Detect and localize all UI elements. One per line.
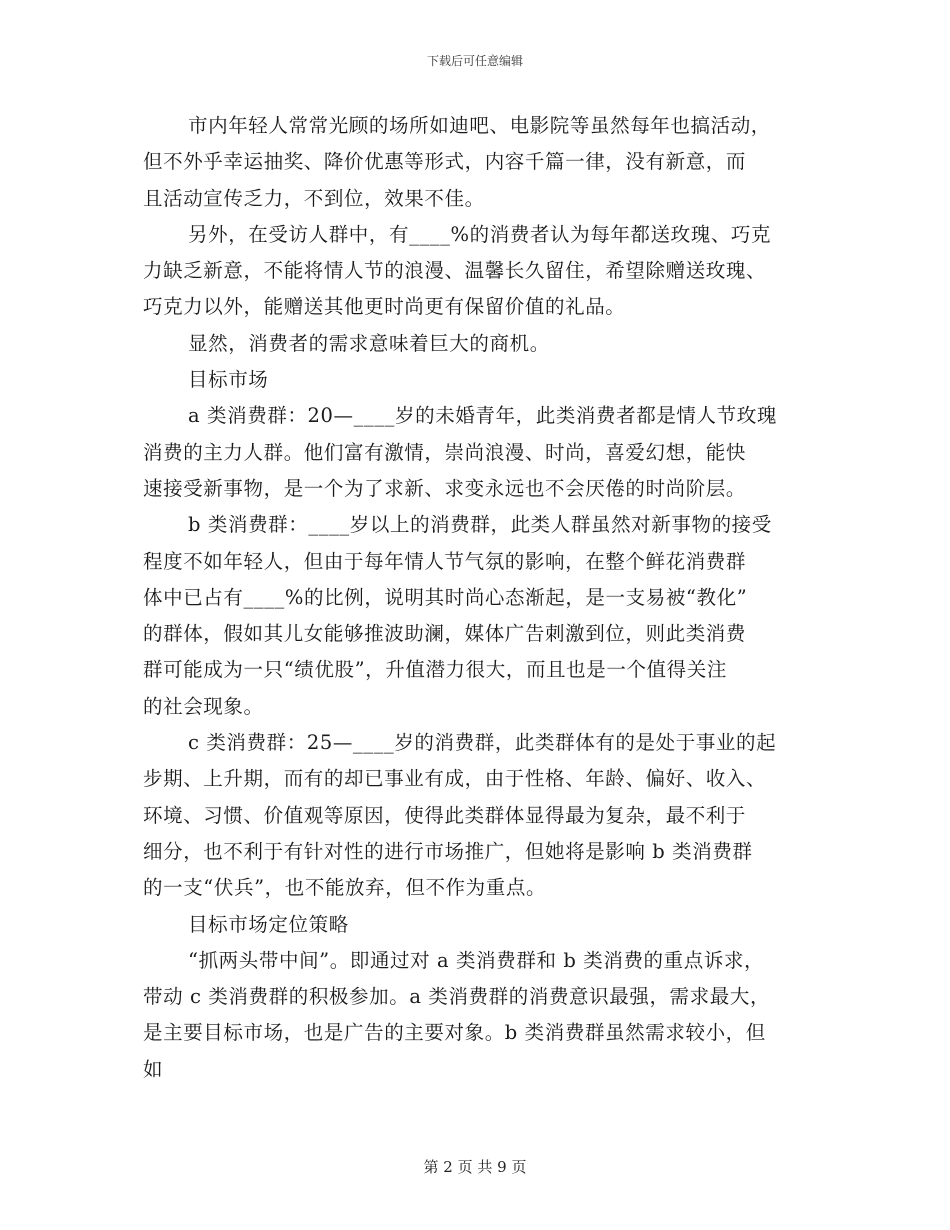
text-line: 巧克力以外，能赠送其他更时尚更有保留价值的礼品。 — [143, 295, 626, 319]
text-line: 带动 c 类消费群的积极参加。a 类消费群的消费意识最强，需求最大， — [143, 985, 771, 1009]
section-heading: 目标市场定位策略 — [188, 912, 349, 936]
text-line: 的一支“伏兵”，也不能放弃，但不作为重点。 — [143, 876, 547, 900]
text-line: 但不外乎幸运抽奖、降价优惠等形式，内容千篇一律，没有新意，而 — [143, 150, 747, 174]
section-heading: 目标市场 — [188, 368, 269, 392]
page-number-footer: 第 2 页 共 9 页 — [423, 1158, 527, 1176]
text-line: “抓两头带中间”。即通过对 a 类消费群和 b 类消费的重点诉求， — [188, 948, 765, 972]
text-line: 体中已占有____%的比例，说明其时尚心态渐起，是一支易被“教化” — [143, 585, 748, 609]
text-line: 的群体，假如其儿女能够推波助澜，媒体广告刺激到位，则此类消费 — [143, 622, 747, 646]
text-line: 如 — [143, 1057, 164, 1081]
text-line: 速接受新事物，是一个为了求新、求变永远也不会厌倦的时尚阶层。 — [143, 476, 747, 500]
text-line: c 类消费群：25—____岁的消费群，此类群体有的是处于事业的起 — [188, 731, 777, 755]
text-line: a 类消费群：20—____岁的未婚青年，此类消费者都是情人节玫瑰 — [188, 404, 777, 428]
page-header: 下载后可任意编辑 — [426, 54, 523, 68]
document-body — [143, 108, 813, 1088]
text-line: 市内年轻人常常光顾的场所如迪吧、电影院等虽然每年也搞活动， — [188, 114, 771, 137]
text-line: 步期、上升期，而有的却已事业有成，由于性格、年龄、偏好、收入、 — [143, 767, 767, 791]
text-line: 是主要目标市场，也是广告的主要对象。b 类消费群虽然需求较小，但 — [143, 1021, 766, 1045]
text-line: 细分，也不利于有针对性的进行市场推广，但她将是影响 b 类消费群 — [143, 839, 753, 863]
text-line: 显然，消费者的需求意味着巨大的商机。 — [188, 331, 550, 355]
text-line: 群可能成为一只“绩优股”，升值潜力很大，而且也是一个值得关注 — [143, 658, 727, 682]
text-line: b 类消费群：____岁以上的消费群，此类人群虽然对新事物的接受 — [188, 513, 772, 537]
text-line: 的社会现象。 — [143, 694, 264, 718]
text-line: 另外，在受访人群中，有____%的消费者认为每年都送玫瑰、巧克 — [188, 222, 772, 246]
text-line: 消费的主力人群。他们富有激情，崇尚浪漫、时尚，喜爱幻想，能快 — [143, 440, 747, 464]
text-line: 环境、习惯、价值观等原因，使得此类群体显得最为复杂，最不利于 — [143, 803, 747, 827]
text-line: 且活动宣传乏力，不到位，效果不佳。 — [143, 186, 485, 210]
text-line: 力缺乏新意，不能将情人节的浪漫、温馨长久留住，希望除赠送玫瑰、 — [143, 259, 767, 283]
text-line: 程度不如年轻人，但由于每年情人节气氛的影响，在整个鲜花消费群 — [143, 549, 747, 573]
